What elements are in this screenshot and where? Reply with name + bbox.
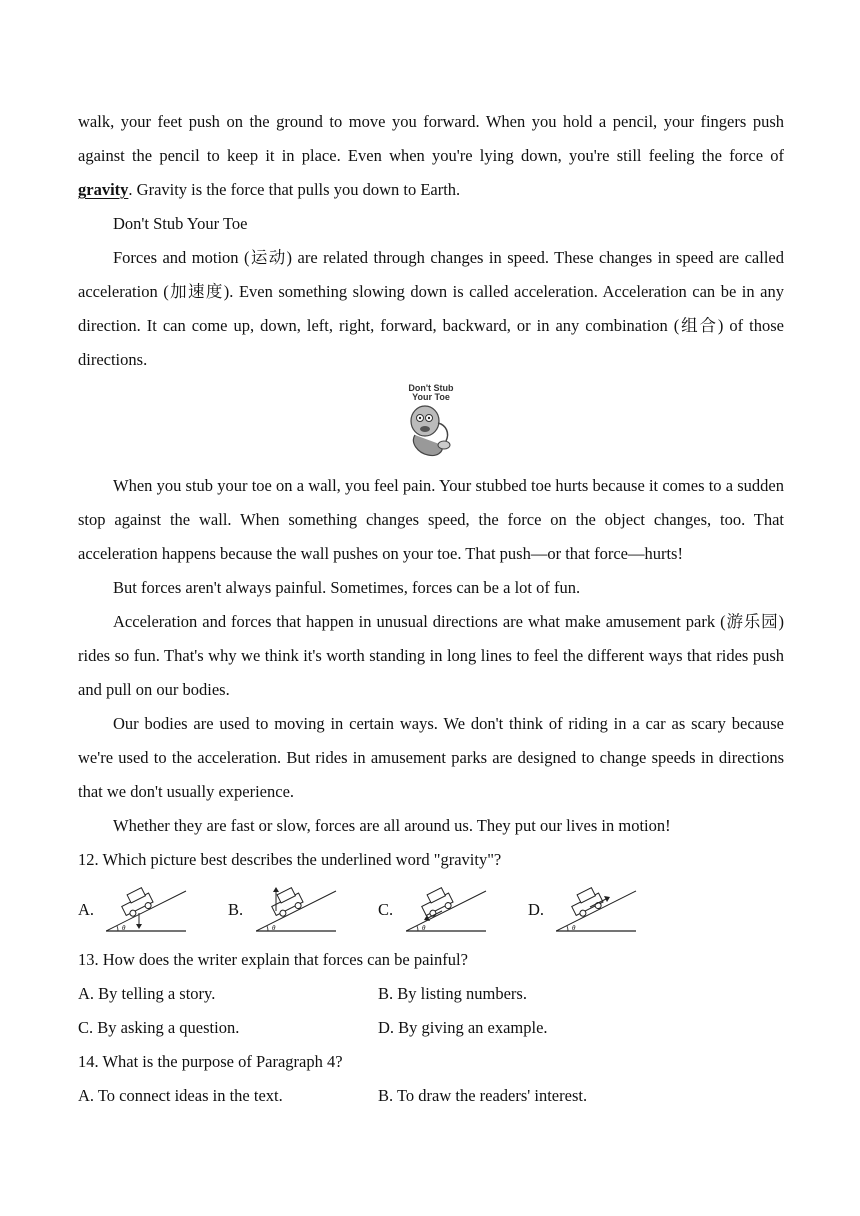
option-13-d[interactable]: D. By giving an example. bbox=[378, 1018, 548, 1037]
question-13-stem: 13. How does the writer explain that forces can be painful? bbox=[78, 950, 468, 969]
paragraph-2: Forces and motion (运动) are related through changes in speed. These changes in speed are called acceleration (加速度). Even something slowing down is called acceleration. Acceleration can be in any direction. It can come up, down, left, right, forward, backward, or in any combination (组合) of those directions. bbox=[78, 248, 784, 369]
section-subtitle: Don't Stub Your Toe bbox=[113, 214, 248, 233]
option-12-c[interactable] bbox=[378, 885, 528, 935]
question-12-options bbox=[78, 877, 784, 943]
option-14-a[interactable]: A. To connect ideas in the text. bbox=[78, 1086, 283, 1105]
image-caption-line1: Don't Stub bbox=[408, 383, 454, 393]
question-13-options-row-2 bbox=[78, 1011, 784, 1045]
option-13-c[interactable]: C. By asking a question. bbox=[78, 1018, 240, 1037]
paragraph-1 bbox=[78, 105, 784, 207]
cartoon-image bbox=[400, 383, 462, 461]
paragraph-3: When you stub your toe on a wall, you feel pain. Your stubbed toe hurts because it comes to a sudden stop against the wall. When something changes speed, the force on the object changes, too. That acceleration happens because the wall pushes on your toe. That push—or that force—hurts! bbox=[78, 476, 784, 563]
option-label: B. bbox=[228, 900, 244, 919]
paragraph-1-text: walk, your feet push on the ground to move you forward. When you hold a pencil, your fingers push against the pencil to keep it in place. Even when you're lying down, you're still feeling the force of bbox=[78, 112, 784, 165]
option-12-b[interactable] bbox=[228, 885, 378, 935]
image-caption-line2: Your Toe bbox=[412, 392, 450, 402]
option-12-d[interactable] bbox=[528, 885, 678, 935]
reading-passage bbox=[78, 105, 784, 1113]
underlined-word-gravity: gravity bbox=[78, 180, 129, 199]
paragraph-5: Acceleration and forces that happen in unusual directions are what make amusement park (游乐园) rides so fun. That's why we think it's worth standing in long lines to feel the different ways that rides push and pull on our bodies. bbox=[78, 612, 784, 699]
slope-car-arrow-slope-up-icon bbox=[556, 885, 666, 935]
angle-label: θ bbox=[422, 924, 426, 932]
slope-car-arrow-up-icon bbox=[256, 885, 366, 935]
slope-car-arrow-down-icon bbox=[106, 885, 216, 935]
paragraph-4: But forces aren't always painful. Sometimes, forces can be a lot of fun. bbox=[113, 578, 581, 597]
paragraph-6: Our bodies are used to moving in certain ways. We don't think of riding in a car as scary because we're used to the acceleration. But rides in amusement parks are designed to change speeds in directions that we don't usually experience. bbox=[78, 714, 784, 801]
option-13-b[interactable]: B. By listing numbers. bbox=[378, 984, 527, 1003]
angle-label: θ bbox=[572, 924, 576, 932]
option-13-a[interactable]: A. By telling a story. bbox=[78, 984, 216, 1003]
paragraph-1-tail: . Gravity is the force that pulls you down to Earth. bbox=[128, 180, 461, 199]
question-14-stem: 14. What is the purpose of Paragraph 4? bbox=[78, 1052, 343, 1071]
slope-car-arrow-slope-down-icon bbox=[406, 885, 516, 935]
option-label: C. bbox=[378, 900, 394, 919]
option-label: D. bbox=[528, 900, 545, 919]
option-12-a[interactable] bbox=[78, 885, 228, 935]
option-14-b[interactable]: B. To draw the readers' interest. bbox=[378, 1086, 588, 1105]
angle-label: θ bbox=[272, 924, 276, 932]
paragraph-7: Whether they are fast or slow, forces are all around us. They put our lives in motion! bbox=[113, 816, 671, 835]
angle-label: θ bbox=[122, 924, 126, 932]
question-14-options-row-1 bbox=[78, 1079, 784, 1113]
option-label: A. bbox=[78, 900, 95, 919]
question-12-stem: 12. Which picture best describes the underlined word "gravity"? bbox=[78, 850, 502, 869]
question-13-options-row-1 bbox=[78, 977, 784, 1011]
stub-toe-illustration bbox=[78, 377, 784, 469]
